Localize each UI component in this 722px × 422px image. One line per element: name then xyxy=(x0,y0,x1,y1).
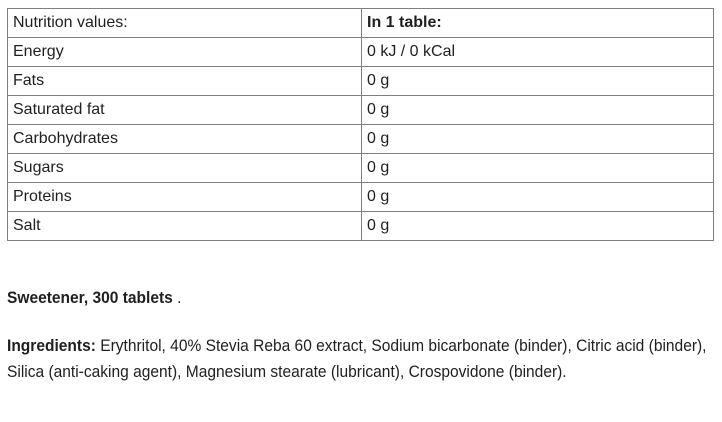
table-row xyxy=(8,212,714,241)
nutrition-label-cell: Proteins xyxy=(8,183,362,212)
description-block xyxy=(7,287,722,385)
nutrition-label-cell: Saturated fat xyxy=(8,96,362,125)
nutrition-label-cell: Salt xyxy=(8,212,362,241)
table-row xyxy=(8,125,714,154)
table-row xyxy=(8,38,714,67)
nutrition-value-cell: 0 g xyxy=(362,125,714,154)
nutrition-value-cell: 0 g xyxy=(362,154,714,183)
product-title-bold: Sweetener, 300 tablets xyxy=(7,288,173,307)
nutrition-value-cell: 0 kJ / 0 kCal xyxy=(362,38,714,67)
nutrition-table xyxy=(7,8,714,241)
nutrition-header-label: Nutrition values: xyxy=(8,9,362,38)
table-row xyxy=(8,154,714,183)
ingredients-paragraph xyxy=(7,333,722,385)
table-header-row xyxy=(8,9,714,38)
nutrition-label-cell: Sugars xyxy=(8,154,362,183)
product-title-suffix: . xyxy=(172,288,182,307)
nutrition-header-value: In 1 table: xyxy=(362,9,714,38)
nutrition-value-cell: 0 g xyxy=(362,67,714,96)
table-row xyxy=(8,183,714,212)
nutrition-label-cell: Carbohydrates xyxy=(8,125,362,154)
nutrition-label-cell: Energy xyxy=(8,38,362,67)
table-row xyxy=(8,67,714,96)
ingredients-text: Erythritol, 40% Stevia Reba 60 extract, Sodium bicarbonate (binder), Citric acid (binder), Silica (anti-caking agent), Magnesium stearate (lubricant), Crospovidone (binder). xyxy=(7,336,707,381)
table-row xyxy=(8,96,714,125)
nutrition-value-cell: 0 g xyxy=(362,212,714,241)
nutrition-value-cell: 0 g xyxy=(362,183,714,212)
nutrition-label-cell: Fats xyxy=(8,67,362,96)
ingredients-label: Ingredients: xyxy=(7,336,96,355)
product-title xyxy=(7,287,722,308)
nutrition-value-cell: 0 g xyxy=(362,96,714,125)
